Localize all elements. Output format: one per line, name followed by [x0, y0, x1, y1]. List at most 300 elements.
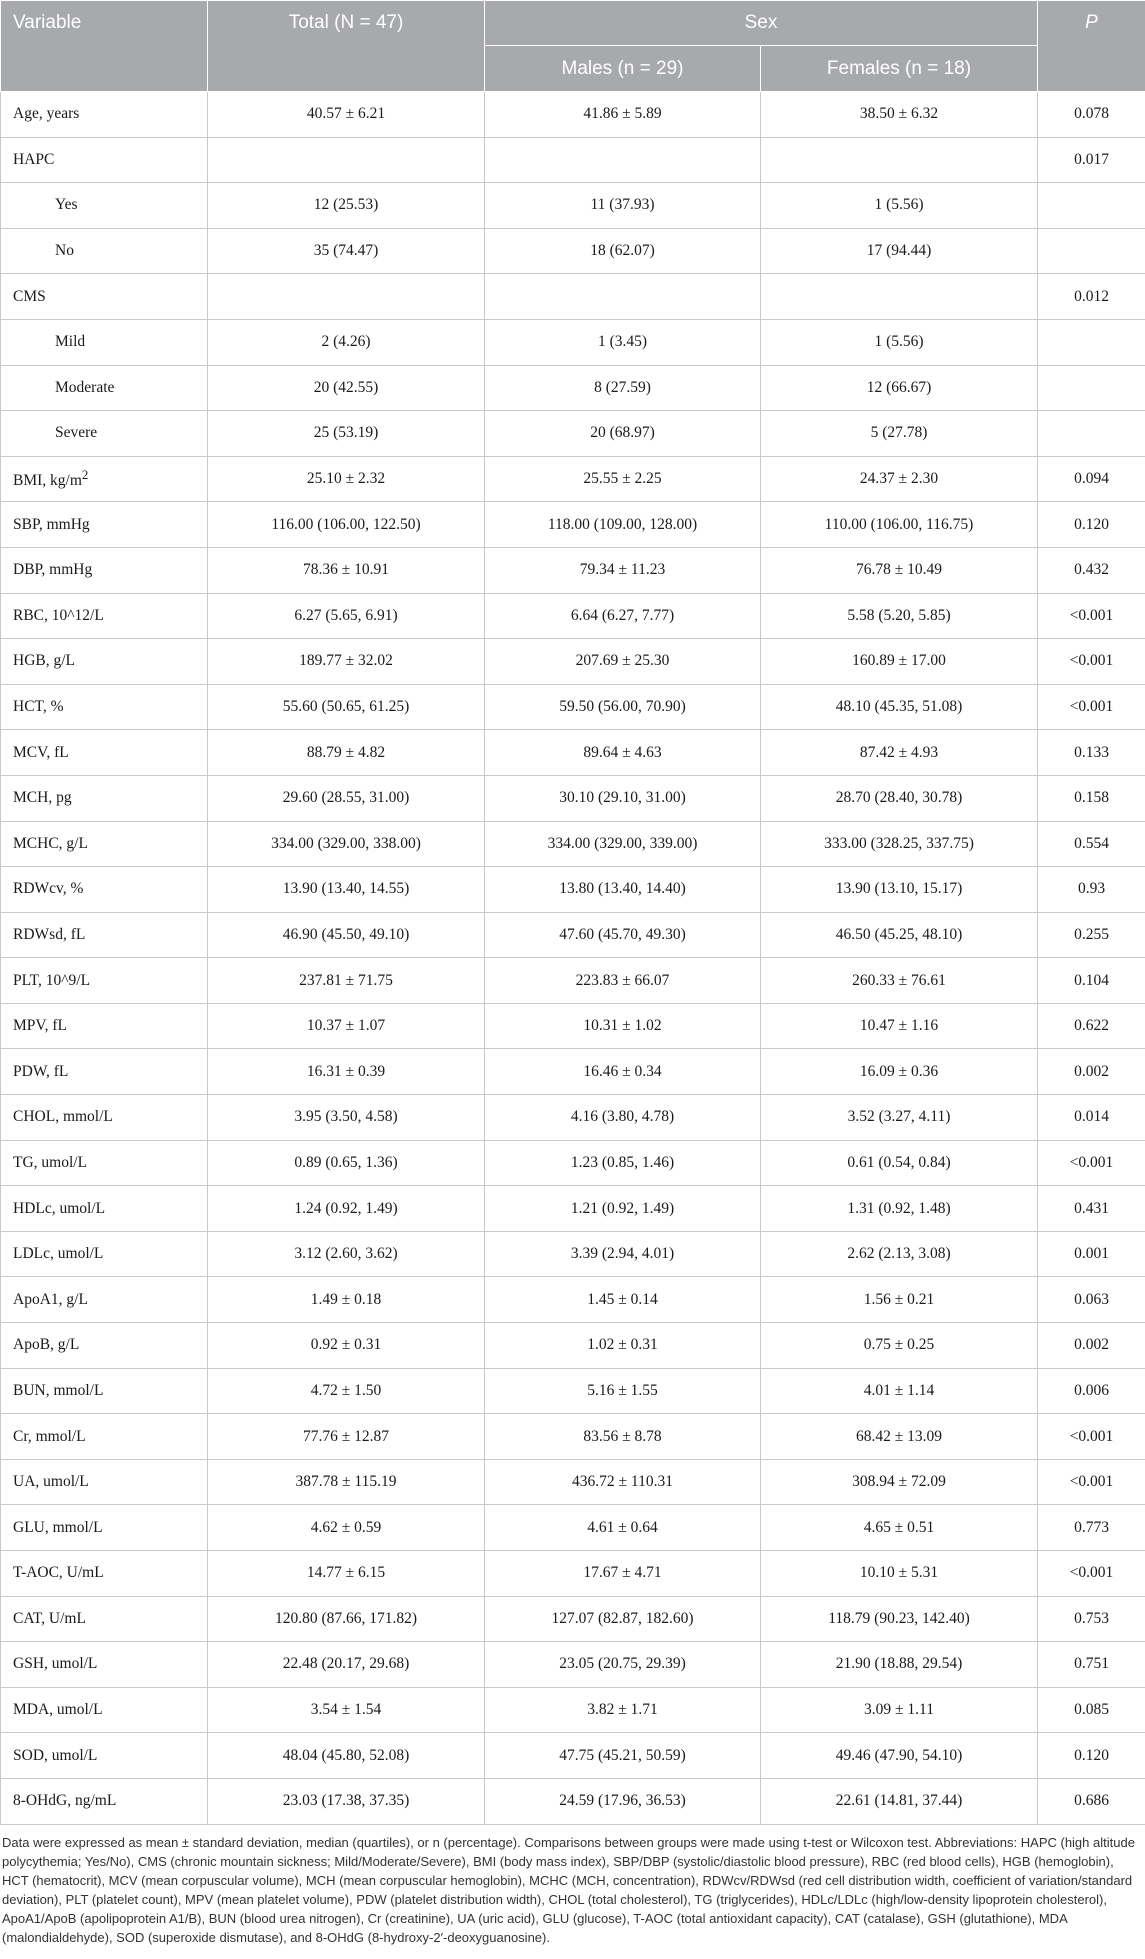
cell-variable [1, 1733, 208, 1779]
cell-males [485, 137, 761, 183]
cell-total [208, 684, 485, 730]
cell-females-text: 87.42 ± 4.93 [859, 743, 939, 761]
cell-variable-text: Mild [55, 333, 86, 351]
cell-variable [1, 502, 208, 548]
cell-p-value-text: 0.001 [1074, 1245, 1109, 1263]
cell-variable [1, 1095, 208, 1141]
cell-total [208, 912, 485, 958]
cell-males [485, 502, 761, 548]
cell-variable [1, 456, 208, 502]
cell-total [208, 456, 485, 502]
cell-females-text: 5.58 (5.20, 5.85) [847, 606, 951, 624]
cell-variable [1, 183, 208, 229]
cell-males-text: 1.45 ± 0.14 [587, 1290, 658, 1308]
cell-females [761, 730, 1038, 776]
cell-p-value [1038, 319, 1145, 365]
cell-males-text: 79.34 ± 11.23 [579, 561, 666, 579]
cell-p-value [1038, 137, 1145, 183]
cell-males-text: 41.86 ± 5.89 [583, 105, 662, 123]
cell-variable [1, 1505, 208, 1551]
cell-females-text: 333.00 (328.25, 337.75) [824, 834, 974, 852]
cell-females-text: 2.62 (2.13, 3.08) [847, 1245, 951, 1263]
cell-total [208, 502, 485, 548]
table-header [1, 1, 1145, 92]
cell-total-text: 0.92 ± 0.31 [310, 1336, 382, 1354]
table-row [1, 1687, 1145, 1733]
cell-p-value-text: 0.622 [1074, 1017, 1109, 1035]
table-row [1, 1642, 1145, 1688]
cell-variable-text: MCV, fL [13, 743, 69, 761]
cell-females [761, 319, 1038, 365]
cell-total-text: 13.90 (13.40, 14.55) [282, 880, 410, 898]
cell-females-text: 46.50 (45.25, 48.10) [835, 925, 963, 943]
cell-variable [1, 639, 208, 685]
cell-p-value [1038, 411, 1145, 457]
cell-males-text: 25.55 ± 2.25 [583, 470, 662, 488]
cell-variable-text: ApoB, g/L [13, 1336, 80, 1354]
cell-variable-text: RDWsd, fL [13, 925, 86, 943]
cell-total-text: 55.60 (50.65, 61.25) [282, 698, 410, 716]
cell-total-text: 25.10 ± 2.32 [306, 470, 386, 488]
cell-males-text: 1.02 ± 0.31 [587, 1336, 658, 1354]
cell-p-value-text: <0.001 [1069, 1153, 1114, 1171]
cell-females [761, 1687, 1038, 1733]
cell-p-value [1038, 1323, 1145, 1369]
cell-males-text: 334.00 (329.00, 339.00) [547, 834, 698, 852]
cell-males [485, 183, 761, 229]
cell-p-value [1038, 1003, 1145, 1049]
cell-females-text: 260.33 ± 76.61 [852, 971, 946, 989]
cell-males-text: 127.07 (82.87, 182.60) [551, 1609, 694, 1627]
cell-females [761, 183, 1038, 229]
cell-females [761, 1231, 1038, 1277]
cell-females [761, 593, 1038, 639]
cell-total-text: 20 (42.55) [313, 378, 379, 396]
cell-total [208, 1003, 485, 1049]
header-sex: Sex [485, 1, 1038, 46]
cell-males-text: 11 (37.93) [590, 196, 655, 214]
table-row [1, 137, 1145, 183]
cell-females [761, 1140, 1038, 1186]
cell-variable-text: UA, umol/L [13, 1473, 89, 1491]
cell-total [208, 1733, 485, 1779]
cell-p-value [1038, 639, 1145, 685]
table-row [1, 547, 1145, 593]
cell-females [761, 775, 1038, 821]
cell-p-value-text: 0.686 [1074, 1792, 1109, 1810]
cell-total-text: 334.00 (329.00, 338.00) [271, 834, 421, 852]
cell-p-value [1038, 775, 1145, 821]
cell-females [761, 137, 1038, 183]
cell-total [208, 1505, 485, 1551]
cell-variable-text: CMS [13, 287, 46, 305]
cell-females-text: 22.61 (14.81, 37.44) [835, 1792, 963, 1810]
cell-females-text: 4.65 ± 0.51 [863, 1518, 935, 1536]
cell-total [208, 1596, 485, 1642]
cell-total [208, 274, 485, 320]
cell-p-value [1038, 1095, 1145, 1141]
cell-males [485, 1231, 761, 1277]
cell-males [485, 1459, 761, 1505]
cell-p-value [1038, 1186, 1145, 1232]
cell-total-text: 48.04 (45.80, 52.08) [282, 1746, 410, 1764]
table-row [1, 1596, 1145, 1642]
cell-p-value [1038, 1778, 1145, 1824]
cell-total-text: 78.36 ± 10.91 [302, 561, 389, 579]
table-row [1, 274, 1145, 320]
cell-males-text: 89.64 ± 4.63 [583, 743, 662, 761]
cell-total [208, 593, 485, 639]
cell-p-value [1038, 867, 1145, 913]
cell-p-value [1038, 1687, 1145, 1733]
table-body [1, 92, 1145, 1825]
cell-males-text: 47.75 (45.21, 50.59) [559, 1746, 686, 1764]
cell-males [485, 1414, 761, 1460]
cell-variable-text: MDA, umol/L [13, 1701, 103, 1719]
header-variable: Variable [1, 1, 208, 92]
cell-p-value-text: 0.104 [1074, 971, 1109, 989]
cell-total-text: 40.57 ± 6.21 [306, 105, 386, 123]
cell-females-text: 5 (27.78) [870, 424, 928, 442]
table-row [1, 1003, 1145, 1049]
cell-variable-text: TG, umol/L [13, 1153, 88, 1171]
cell-total [208, 137, 485, 183]
cell-males-text: 20 (68.97) [590, 424, 655, 442]
cell-total-text: 116.00 (106.00, 122.50) [271, 515, 421, 533]
cell-p-value-text: <0.001 [1069, 698, 1114, 716]
header-total: Total (N = 47) [208, 1, 485, 92]
cell-males-text: 207.69 ± 25.30 [575, 652, 670, 670]
cell-variable [1, 1368, 208, 1414]
cell-variable [1, 228, 208, 274]
cell-males [485, 1368, 761, 1414]
cell-females [761, 1459, 1038, 1505]
cell-p-value-text: 0.063 [1074, 1290, 1109, 1308]
cell-males-text: 17.67 ± 4.71 [583, 1564, 662, 1582]
cell-males [485, 1596, 761, 1642]
table-row [1, 92, 1145, 138]
cell-variable [1, 821, 208, 867]
cell-males [485, 456, 761, 502]
cell-variable [1, 867, 208, 913]
table-row [1, 228, 1145, 274]
cell-males-text: 4.16 (3.80, 4.78) [570, 1108, 675, 1126]
cell-total [208, 730, 485, 776]
table-footnote: Data were expressed as mean ± standard deviation, median (quartiles), or n (percentage). Comparisons between groups were made using t-test or Wilcoxon test. Abbreviations: HAPC (high altitude polycythemia; Yes/No), CMS (chronic mountain sickness; Mild/Moderate/Severe), BMI (body mass index), SBP/DBP (systolic/diastolic blood pressure), RBC (red blood cells), HGB (hemoglobin), HCT (hematocrit), MCV (mean corpuscular volume), MCH (mean corpuscular hemoglobin), MCHC (MCH, concentration), RDWcv/RDWsd (red cell distribution width, coefficient of variation/standard deviation), PLT (platelet count), MPV (mean platelet volume), PDW (platelet distribution width), CHOL (total cholesterol), TG (triglycerides), HDLc/LDLc (high/low-density lipoprotein cholesterol), ApoA1/ApoB (apolipoprotein A1/B), BUN (blood urea nitrogen), Cr (creatinine), UA (uric acid), GLU (glucose), T-AOC (total antioxidant capacity), CAT (catalase), GSH (glutathione), MDA (malondialdehyde), SOD (superoxide dismutase), and 8-OHdG (8-hydroxy-2′-deoxyguanosine). [2, 1834, 1135, 1945]
cell-total-text: 16.31 ± 0.39 [306, 1062, 386, 1080]
cell-females-text: 1.56 ± 0.21 [863, 1290, 935, 1308]
cell-total-text: 14.77 ± 6.15 [306, 1564, 386, 1582]
cell-p-value [1038, 274, 1145, 320]
cell-males-text: 3.39 (2.94, 4.01) [570, 1245, 675, 1263]
cell-total-text: 189.77 ± 32.02 [299, 652, 393, 670]
cell-males [485, 274, 761, 320]
cell-variable [1, 1186, 208, 1232]
cell-p-value [1038, 547, 1145, 593]
cell-total [208, 92, 485, 138]
cell-males [485, 821, 761, 867]
cell-p-value [1038, 1277, 1145, 1323]
cell-males [485, 1733, 761, 1779]
cell-males-text: 10.31 ± 1.02 [583, 1017, 662, 1035]
cell-females [761, 1003, 1038, 1049]
cell-variable-text: BMI, kg/m [13, 472, 82, 490]
cell-variable [1, 684, 208, 730]
cell-p-value-text: 0.120 [1074, 515, 1109, 533]
cell-females [761, 1095, 1038, 1141]
cell-males-text: 3.82 ± 1.71 [587, 1701, 658, 1719]
cell-males-text: 30.10 (29.10, 31.00) [559, 789, 686, 807]
table-row [1, 1733, 1145, 1779]
cell-females-text: 1.31 (0.92, 1.48) [847, 1199, 951, 1217]
cell-males [485, 958, 761, 1004]
cell-females-text: 308.94 ± 72.09 [852, 1473, 946, 1491]
cell-males [485, 1687, 761, 1733]
cell-total-text: 35 (74.47) [313, 242, 379, 260]
header-males: Males (n = 29) [485, 46, 761, 92]
cell-males [485, 1049, 761, 1095]
cell-total-text: 120.80 (87.66, 171.82) [274, 1609, 418, 1627]
cell-total [208, 958, 485, 1004]
cell-p-value [1038, 1414, 1145, 1460]
cell-males [485, 1140, 761, 1186]
cell-total [208, 1095, 485, 1141]
cell-females-text: 21.90 (18.88, 29.54) [835, 1655, 963, 1673]
cell-p-value [1038, 1049, 1145, 1095]
cell-variable-text: Yes [55, 196, 78, 214]
cell-p-value [1038, 365, 1145, 411]
cell-males-text: 16.46 ± 0.34 [583, 1062, 662, 1080]
cell-p-value-text: 0.002 [1074, 1062, 1109, 1080]
cell-females [761, 912, 1038, 958]
cell-females-text: 0.75 ± 0.25 [863, 1336, 935, 1354]
cell-males [485, 1778, 761, 1824]
cell-variable [1, 593, 208, 639]
cell-p-value [1038, 1505, 1145, 1551]
cell-p-value-text: 0.133 [1074, 743, 1109, 761]
table-row [1, 867, 1145, 913]
cell-variable-text: LDLc, umol/L [13, 1245, 104, 1263]
cell-total [208, 319, 485, 365]
cell-males [485, 1642, 761, 1688]
cell-total [208, 1231, 485, 1277]
cell-males-text: 5.16 ± 1.55 [587, 1381, 658, 1399]
cell-variable-text: HGB, g/L [13, 652, 75, 670]
cell-total-text: 3.95 (3.50, 4.58) [294, 1108, 398, 1126]
cell-p-value-text: <0.001 [1069, 1473, 1114, 1491]
cell-variable-text: MCH, pg [13, 789, 72, 807]
cell-females-text: 49.46 (47.90, 54.10) [835, 1746, 963, 1764]
cell-variable [1, 1687, 208, 1733]
cell-p-value-text: 0.93 [1077, 880, 1106, 898]
cell-males-text: 8 (27.59) [594, 378, 651, 396]
cell-variable [1, 547, 208, 593]
cell-total [208, 775, 485, 821]
cell-males [485, 684, 761, 730]
cell-total [208, 1049, 485, 1095]
cell-total [208, 411, 485, 457]
cell-variable [1, 92, 208, 138]
cell-p-value-text: <0.001 [1069, 1427, 1114, 1445]
cell-variable-text: Moderate [55, 378, 115, 396]
cell-total [208, 1551, 485, 1597]
cell-variable-text: GLU, mmol/L [13, 1518, 103, 1536]
cell-males-text: 13.80 (13.40, 14.40) [559, 880, 686, 898]
cell-p-value [1038, 912, 1145, 958]
table-row [1, 730, 1145, 776]
cell-total-text: 23.03 (17.38, 37.35) [282, 1792, 410, 1810]
cell-total-text: 387.78 ± 115.19 [295, 1473, 397, 1491]
cell-males-text: 1.21 (0.92, 1.49) [570, 1199, 675, 1217]
cell-females-text: 160.89 ± 17.00 [852, 652, 946, 670]
cell-males-text: 24.59 (17.96, 36.53) [559, 1792, 686, 1810]
cell-total-text: 22.48 (20.17, 29.68) [282, 1655, 410, 1673]
cell-total-text: 12 (25.53) [313, 196, 379, 214]
cell-p-value-text: 0.002 [1074, 1336, 1109, 1354]
cell-males [485, 775, 761, 821]
cell-variable [1, 1323, 208, 1369]
cell-total-text: 3.54 ± 1.54 [310, 1701, 382, 1719]
cell-females-text: 28.70 (28.40, 30.78) [835, 789, 963, 807]
cell-p-value-text: 0.432 [1074, 561, 1109, 579]
cell-p-value-text: 0.094 [1074, 470, 1109, 488]
cell-variable [1, 730, 208, 776]
cell-p-value [1038, 1368, 1145, 1414]
cell-total [208, 183, 485, 229]
cell-females [761, 821, 1038, 867]
table-row [1, 639, 1145, 685]
cell-females [761, 274, 1038, 320]
table-row [1, 411, 1145, 457]
cell-total [208, 365, 485, 411]
cell-p-value-text: 0.085 [1074, 1701, 1109, 1719]
cell-p-value-text: 0.158 [1074, 789, 1109, 807]
table-row [1, 1778, 1145, 1824]
cell-total [208, 1277, 485, 1323]
cell-total-text: 2 (4.26) [321, 333, 371, 351]
cell-variable-text: 8-OHdG, ng/mL [13, 1792, 117, 1810]
cell-total [208, 1140, 485, 1186]
cell-females [761, 867, 1038, 913]
table-row [1, 1095, 1145, 1141]
table-row [1, 1231, 1145, 1277]
cell-females-text: 0.61 (0.54, 0.84) [847, 1153, 951, 1171]
cell-variable-text: CHOL, mmol/L [13, 1108, 113, 1126]
table-row [1, 1323, 1145, 1369]
cell-males [485, 912, 761, 958]
cell-males-text: 4.61 ± 0.64 [587, 1518, 658, 1536]
cell-total-text: 1.24 (0.92, 1.49) [294, 1199, 398, 1217]
cell-variable [1, 958, 208, 1004]
cell-total [208, 1778, 485, 1824]
cell-variable-text: MCHC, g/L [13, 834, 88, 852]
cell-p-value-text: 0.012 [1074, 287, 1109, 305]
cell-males [485, 1186, 761, 1232]
cell-total [208, 821, 485, 867]
cell-females [761, 1778, 1038, 1824]
cell-variable-text: MPV, fL [13, 1017, 67, 1035]
cell-p-value [1038, 1459, 1145, 1505]
cell-variable [1, 1778, 208, 1824]
cell-total-text: 3.12 (2.60, 3.62) [294, 1245, 398, 1263]
cell-total-text: 237.81 ± 71.75 [299, 971, 393, 989]
cell-females [761, 684, 1038, 730]
table-row [1, 456, 1145, 502]
cell-p-value-text: 0.554 [1074, 834, 1109, 852]
cell-males [485, 639, 761, 685]
cell-p-value-text: 0.120 [1074, 1746, 1109, 1764]
cell-variable [1, 319, 208, 365]
cell-females-text: 68.42 ± 13.09 [855, 1427, 942, 1445]
cell-p-value-text: 0.078 [1074, 105, 1109, 123]
cell-variable-text: PDW, fL [13, 1062, 69, 1080]
cell-females [761, 1642, 1038, 1688]
cell-males-text: 6.64 (6.27, 7.77) [570, 606, 675, 624]
cell-variable [1, 1003, 208, 1049]
cell-p-value-text: 0.773 [1074, 1518, 1109, 1536]
cell-males [485, 1003, 761, 1049]
cell-p-value-text: 0.753 [1074, 1609, 1109, 1627]
cell-females-text: 110.00 (106.00, 116.75) [824, 515, 974, 533]
table-row [1, 821, 1145, 867]
cell-males-text: 59.50 (56.00, 70.90) [559, 698, 686, 716]
cell-females [761, 1277, 1038, 1323]
table-row [1, 183, 1145, 229]
table-row [1, 319, 1145, 365]
cell-males [485, 1505, 761, 1551]
cell-total [208, 1186, 485, 1232]
cell-females [761, 547, 1038, 593]
cell-total [208, 547, 485, 593]
cell-p-value-text: 0.255 [1074, 925, 1109, 943]
cell-females-text: 24.37 ± 2.30 [859, 470, 939, 488]
cell-females [761, 1733, 1038, 1779]
table-row [1, 365, 1145, 411]
cell-variable [1, 1277, 208, 1323]
table-row [1, 502, 1145, 548]
cell-variable-text: T-AOC, U/mL [13, 1564, 104, 1582]
cell-variable [1, 274, 208, 320]
cell-females [761, 228, 1038, 274]
cell-variable-text: No [55, 242, 74, 260]
cell-females-text: 38.50 ± 6.32 [859, 105, 939, 123]
cell-p-value [1038, 821, 1145, 867]
cell-variable [1, 775, 208, 821]
cell-variable-text: DBP, mmHg [13, 561, 93, 579]
cell-p-value-text: 0.006 [1074, 1381, 1109, 1399]
cell-total [208, 867, 485, 913]
table-row [1, 1505, 1145, 1551]
cell-males-text: 23.05 (20.75, 29.39) [559, 1655, 686, 1673]
header-p-value: P [1038, 1, 1145, 92]
cell-males-text: 1.23 (0.85, 1.46) [570, 1153, 675, 1171]
table-row [1, 593, 1145, 639]
cell-females-text: 3.52 (3.27, 4.11) [847, 1108, 951, 1126]
cell-p-value [1038, 684, 1145, 730]
cell-males [485, 1551, 761, 1597]
superscript: 2 [81, 467, 89, 483]
cell-females-text: 12 (66.67) [866, 378, 932, 396]
cell-males-text: 47.60 (45.70, 49.30) [559, 925, 686, 943]
cell-females [761, 365, 1038, 411]
cell-variable-text: PLT, 10^9/L [13, 971, 91, 989]
cell-variable [1, 1414, 208, 1460]
cell-variable-text: Age, years [13, 105, 80, 123]
cell-total-text: 77.76 ± 12.87 [302, 1427, 389, 1445]
cell-males-text: 83.56 ± 8.78 [583, 1427, 662, 1445]
cell-males-text: 436.72 ± 110.31 [572, 1473, 673, 1491]
cell-males-text: 18 (62.07) [590, 242, 655, 260]
